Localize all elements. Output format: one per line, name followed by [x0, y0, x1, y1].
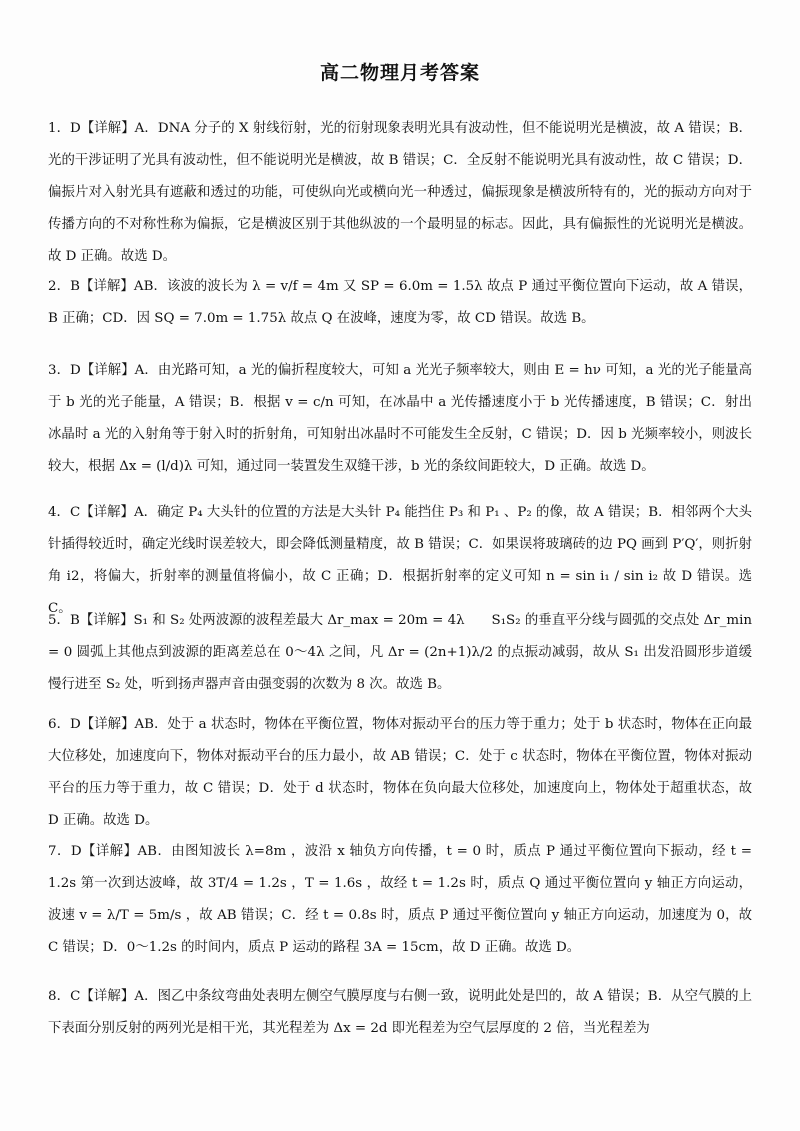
answer-3: 3．D【详解】A．由光路可知，a 光的偏折程度较大，可知 a 光光子频率较大，则由 E = hν 可知，a 光的光子能量高于 b 光的光子能量，A 错误；B．根据 v = c/n 可知，在冰晶中 a 光传播速度小于 b 光传播速度，B 错误；C．射出冰晶时 a 光的入射角等于射入时的折射角，可知射出冰晶时不可能发生全反射，C 错误；D．因 b 光频率较小，则波长较大，根据 Δx = (l/d)λ 可知，通过同一装置发生双缝干涉，b 光的条纹间距较大，D 正确。故选 D。 [48, 363, 752, 474]
answer-7: 7．D【详解】AB．由图知波长 λ=8m ，波沿 x 轴负方向传播，t = 0 时，质点 P 通过平衡位置向下振动，经 t = 1.2s 第一次到达波峰，故 3T/4 = 1.2s ，T = 1.6s ，故经 t = 1.2s 时，质点 Q 通过平衡位置向 y 轴正方向运动，波速 v = λ/T = 5m/s ，故 AB 错误；C．经 t = 0.8s 时，质点 P 通过平衡位置向 y 轴正方向运动，加速度为 0，故 C 错误；D．0～1.2s 的时间内，质点 P 运动的路程 3A = 15cm，故 D 正确。故选 D。 [48, 844, 752, 955]
answer-4: 4．C【详解】A．确定 P₄ 大头针的位置的方法是大头针 P₄ 能挡住 P₃ 和 P₁ 、P₂ 的像，故 A 错误；B．相邻两个大头针插得较近时，确定光线时误差较大，即会降低测量精度，故 B 错误；C．如果误将玻璃砖的边 PQ 画到 P′Q′，则折射角 i2，将偏大，折射率的测量值将偏小，故 C 正确；D．根据折射率的定义可知 n = sin i₁ / sin i₂ 故 D 错误。选 C。 [48, 505, 752, 616]
answer-2: 2．B【详解】AB．该波的波长为 λ = v/f = 4m 又 SP = 6.0m = 1.5λ 故点 P 通过平衡位置向下运动，故 A 错误，B 正确；CD．因 SQ = 7.0m = 1.75λ 故点 Q 在波峰，速度为零，故 CD 错误。故选 B。 [48, 279, 752, 326]
answer-8: 8．C【详解】A．图乙中条纹弯曲处表明左侧空气膜厚度与右侧一致，说明此处是凹的，故 A 错误；B．从空气膜的上下表面分别反射的两列光是相干光，其光程差为 Δx = 2d 即光程差为空气层厚度的 2 倍，当光程差为 [48, 989, 752, 1036]
answer-1: 1．D【详解】A．DNA 分子的 X 射线衍射，光的衍射现象表明光具有波动性，但不能说明光是横波，故 A 错误；B．光的干涉证明了光具有波动性，但不能说明光是横波，故 B 错误；C．全反射不能说明光具有波动性，故 C 错误；D．偏振片对入射光具有遮蔽和透过的功能，可使纵向光或横向光一种透过，偏振现象是横波所特有的，光的振动方向对于传播方向的不对称性称为偏振，它是横波区别于其他纵波的一个最明显的标志。因此，具有偏振性的光说明光是横波。故 D 正确。故选 D。 [48, 121, 752, 264]
answer-5: 5．B【详解】S₁ 和 S₂ 处两波源的波程差最大 Δr_max = 20m = 4λ S₁S₂ 的垂直平分线与圆弧的交点处 Δr_min = 0 圆弧上其他点到波源的距离差总在 0～4λ 之间，凡 Δr = (2n+1)λ/2 的点振动减弱，故从 S₁ 出发沿圆形步道缓慢行进至 S₂ 处，听到扬声器声音由强变弱的次数为 8 次。故选 B。 [48, 613, 752, 692]
answer-6: 6．D【详解】AB．处于 a 状态时，物体在平衡位置，物体对振动平台的压力等于重力；处于 b 状态时，物体在正向最大位移处，加速度向下，物体对振动平台的压力最小，故 AB 错误；C．处于 c 状态时，物体在平衡位置，物体对振动平台的压力等于重力，故 C 错误；D．处于 d 状态时，物体在负向最大位移处，加速度向上，物体处于超重状态，故 D 正确。故选 D。 [48, 717, 752, 828]
page-title: 高二物理月考答案 [319, 62, 480, 84]
